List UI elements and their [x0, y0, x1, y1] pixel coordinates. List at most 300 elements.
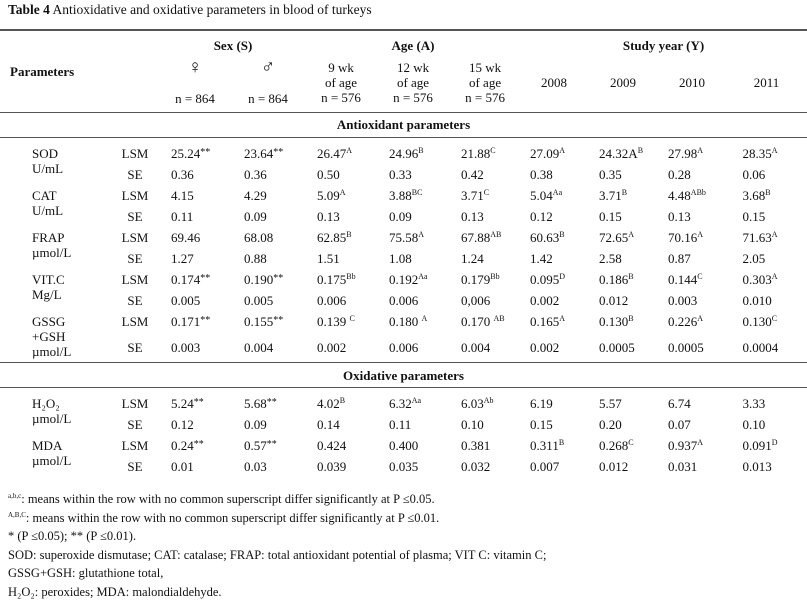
value-cell: [520, 435, 588, 456]
value: [171, 230, 219, 245]
value-cell: [726, 248, 807, 269]
value-number: 0.171: [171, 314, 201, 329]
significance-superscript: A: [339, 187, 346, 197]
value: [244, 396, 292, 411]
value-cell: [160, 393, 230, 414]
value: [317, 396, 365, 411]
value: 0.0004: [742, 339, 779, 355]
value-cell: [588, 435, 658, 456]
value-number: 27.98: [668, 145, 698, 161]
table-row: [0, 414, 807, 435]
column-header: [658, 60, 726, 112]
column-header-l2: [160, 76, 230, 91]
value-cell: [588, 414, 658, 435]
significance-superscript: **: [266, 439, 277, 450]
value-cell: [450, 456, 520, 477]
value: [530, 272, 578, 287]
value: [461, 230, 509, 245]
significance-superscript: **: [193, 397, 204, 408]
value-number: 0.937: [668, 438, 698, 453]
parameter-name-line: CAT: [32, 187, 57, 203]
value-cell: [376, 206, 450, 227]
value: 0.003: [668, 292, 698, 308]
significance-superscript: **: [273, 146, 284, 158]
value-cell: [450, 143, 520, 164]
value-cell: [160, 206, 230, 227]
significance-superscript: A: [559, 145, 566, 155]
footnotes: [8, 490, 546, 601]
value: 0.006: [389, 292, 419, 308]
value: 0.006: [317, 292, 347, 308]
value-number: 0.424: [317, 438, 347, 453]
significance-superscript: **: [200, 315, 211, 326]
value-number: 0.179: [461, 271, 491, 287]
parameter-label: [0, 185, 110, 227]
value: [743, 188, 791, 203]
value-cell: [726, 393, 807, 414]
footnote: [8, 490, 546, 509]
column-header-n: n = 576: [321, 90, 361, 105]
value-number: 3.71: [599, 187, 622, 203]
value-number: 5.68: [244, 396, 267, 411]
footnote-text: SOD: superoxide dismutase; CAT: catalase; FRAP: total antioxidant potential of plasma; VIT C: vitamin C;: [8, 547, 547, 562]
value-number: 26.47: [317, 145, 347, 161]
value-cell: [450, 269, 520, 290]
value: 0.07: [668, 417, 691, 432]
value-cell: [450, 311, 520, 333]
value-cell: [230, 164, 306, 185]
value: [461, 188, 509, 203]
value-cell: [230, 269, 306, 290]
value-cell: [450, 206, 520, 227]
value-cell: [230, 227, 306, 248]
significance-superscript: C: [490, 145, 496, 155]
column-header-l1: [588, 60, 658, 75]
value: [171, 438, 219, 453]
value: [743, 272, 791, 287]
value: [743, 230, 791, 245]
parameter-name-line: µmol/L: [32, 453, 72, 468]
parameter-label: [0, 435, 110, 477]
statistic-label: SE: [127, 250, 143, 266]
value-cell: [658, 269, 726, 290]
value: 0.0005: [599, 339, 635, 355]
value: 1.51: [317, 250, 340, 266]
value-cell: [230, 456, 306, 477]
value: [244, 230, 292, 245]
value: [244, 314, 292, 329]
value: [461, 146, 509, 161]
column-header-l2: [230, 76, 306, 91]
value-number: 0.155: [244, 314, 274, 329]
table-row: [0, 333, 807, 363]
value-cell: [588, 311, 658, 333]
value-cell: [520, 206, 588, 227]
significance-superscript: B: [621, 187, 628, 197]
year-group-header: Study year (Y): [622, 38, 705, 53]
value: 1.24: [461, 250, 484, 266]
value: [743, 314, 791, 329]
statistic-label: LSM: [121, 314, 149, 329]
value: [389, 188, 437, 203]
value-cell: [376, 185, 450, 206]
value: 0.14: [317, 417, 340, 432]
parameter-name-line: FRAP: [32, 229, 65, 245]
column-header: [726, 60, 807, 112]
value-number: 68.08: [244, 229, 274, 245]
value-number: 0.170: [461, 314, 494, 329]
value: 0.12: [171, 417, 194, 432]
value: 0.33: [389, 166, 412, 182]
value-number: 69.46: [171, 229, 201, 245]
value-cell: [306, 269, 376, 290]
significance-superscript: D: [559, 271, 566, 281]
value-cell: [230, 206, 306, 227]
footnote: [8, 546, 546, 565]
value-cell: [306, 393, 376, 414]
value-cell: [726, 456, 807, 477]
significance-superscript: B: [346, 229, 352, 239]
value-number: 0.186: [599, 271, 629, 287]
value: [530, 230, 578, 245]
value-number: 0.311: [530, 438, 559, 453]
value-cell: [726, 290, 807, 311]
value-number: 0.180: [389, 314, 422, 329]
value-cell: [450, 248, 520, 269]
value-cell: [658, 435, 726, 456]
value: 0.007: [530, 459, 560, 474]
significance-superscript: B: [637, 145, 644, 155]
parameter-label: [0, 393, 110, 435]
value: 0.88: [244, 250, 267, 266]
value-cell: [376, 248, 450, 269]
value: 0.010: [742, 292, 772, 308]
value-cell: [588, 333, 658, 363]
value-number: 6.19: [530, 396, 553, 411]
value: [743, 146, 791, 161]
value-number: 3.68: [742, 187, 766, 203]
value-number: 3.33: [742, 396, 766, 411]
value-cell: [306, 456, 376, 477]
value: [389, 272, 437, 287]
table-row: [0, 290, 807, 311]
value-cell: [588, 206, 658, 227]
column-header: [520, 60, 588, 112]
value-cell: [588, 456, 658, 477]
footnote-text: H₂O₂: peroxides; MDA: malondialdehyde.: [8, 584, 222, 599]
significance-superscript: B: [418, 145, 424, 155]
value-cell: [160, 143, 230, 164]
value-cell: [160, 456, 230, 477]
parameter-name-line: VIT.C: [32, 271, 65, 287]
significance-superscript: AB: [490, 229, 502, 239]
table-row: [0, 269, 807, 290]
column-header-l1: ♀: [187, 57, 203, 78]
significance-superscript: A: [771, 229, 778, 239]
value-cell: [520, 333, 588, 363]
value-cell: [376, 227, 450, 248]
significance-superscript: B: [339, 396, 346, 405]
significance-superscript: B: [558, 438, 565, 447]
significance-superscript: A: [346, 145, 353, 155]
parameter-name-line: GSSG: [32, 313, 66, 329]
column-header-l1: [658, 60, 726, 75]
significance-superscript: **: [273, 272, 284, 284]
value: 1.42: [530, 250, 553, 266]
value-cell: [306, 206, 376, 227]
value-cell: [160, 290, 230, 311]
value-cell: [306, 185, 376, 206]
statistic-label: SE: [127, 166, 143, 182]
value-number: 4.15: [171, 187, 194, 203]
value: [317, 146, 365, 161]
value-number: 0.190: [244, 271, 274, 287]
column-header: [376, 60, 450, 112]
table-row: [0, 185, 807, 206]
table-row: [0, 435, 807, 456]
table-row: [0, 311, 807, 333]
value: [171, 272, 219, 287]
parameter-label: [0, 143, 110, 185]
value-cell: [520, 164, 588, 185]
value-number: 0.381: [461, 438, 491, 453]
column-header-l2: 2011: [753, 75, 780, 90]
value-cell: [520, 248, 588, 269]
column-header-l2: of age: [324, 75, 358, 90]
value-cell: [376, 269, 450, 290]
value: 0.013: [742, 459, 772, 474]
value: [244, 272, 292, 287]
value-cell: [658, 206, 726, 227]
significance-superscript: **: [273, 315, 284, 326]
value: [530, 146, 578, 161]
value: 0.36: [171, 166, 194, 182]
table-caption: [8, 2, 372, 18]
significance-superscript: A: [421, 314, 428, 323]
value-cell: [658, 311, 726, 333]
value-cell: [230, 185, 306, 206]
table-row: [0, 456, 807, 477]
table-row: [0, 248, 807, 269]
parameter-name-line: MDA: [32, 438, 63, 453]
significance-superscript: Bb: [490, 271, 500, 281]
value-cell: [520, 393, 588, 414]
significance-superscript: A: [697, 145, 704, 155]
value-cell: [450, 333, 520, 363]
value: [743, 396, 791, 411]
value: 0.20: [599, 417, 622, 432]
value: [668, 438, 716, 453]
footnote-text: GSSG+GSH: glutathione total,: [8, 566, 164, 580]
value-number: 60.63: [530, 229, 560, 245]
footnote: [8, 527, 546, 546]
value-cell: [658, 290, 726, 311]
significance-superscript: **: [266, 397, 277, 408]
value-number: 70.16: [668, 229, 698, 245]
value-cell: [306, 164, 376, 185]
value-cell: [160, 414, 230, 435]
value-cell: [726, 414, 807, 435]
parameter-name-line: +GSH: [32, 328, 66, 344]
value-cell: [160, 435, 230, 456]
column-header-n: [520, 90, 588, 105]
parameter-name-line: Mg/L: [32, 286, 62, 302]
value: [244, 438, 292, 453]
value-cell: [376, 290, 450, 311]
value: [668, 230, 716, 245]
value: 0.13: [668, 208, 691, 224]
value-cell: [588, 393, 658, 414]
significance-superscript: Bb: [346, 271, 356, 281]
parameter-name-line: H₂O₂: [32, 396, 60, 411]
value-cell: [588, 185, 658, 206]
significance-superscript: **: [193, 439, 204, 450]
value: 0.006: [389, 339, 419, 355]
value-number: 0.192: [389, 271, 419, 287]
statistic-label: SE: [127, 459, 143, 474]
value: 0.15: [530, 417, 553, 432]
value-cell: [520, 143, 588, 164]
value-cell: [306, 227, 376, 248]
significance-superscript: **: [200, 272, 211, 284]
value-cell: [376, 333, 450, 363]
value-cell: [658, 227, 726, 248]
column-header-n: n = 576: [465, 90, 505, 105]
value-number: 0.165: [530, 314, 560, 329]
column-header-n: n = 864: [175, 91, 215, 106]
value: 0.0005: [668, 339, 704, 355]
value-cell: [726, 227, 807, 248]
value-cell: [588, 164, 658, 185]
value-cell: [450, 227, 520, 248]
value-cell: [726, 185, 807, 206]
value: 1.27: [171, 250, 194, 266]
value: 0.12: [530, 208, 553, 224]
value-number: 3.88: [389, 187, 412, 203]
value-cell: [520, 227, 588, 248]
value-cell: [726, 206, 807, 227]
value-cell: [230, 290, 306, 311]
value: 0.005: [171, 292, 201, 308]
value: 0.005: [244, 292, 274, 308]
value-number: 28.35: [742, 145, 772, 161]
value-cell: [160, 333, 230, 363]
significance-superscript: C: [771, 314, 778, 323]
age-group-header: Age (A): [391, 38, 435, 53]
table-row: [0, 227, 807, 248]
column-header: [160, 57, 230, 112]
value-number: 4.02: [317, 396, 340, 411]
significance-superscript: A: [697, 314, 704, 323]
value-cell: [726, 311, 807, 333]
parameter-name-line: U/mL: [32, 202, 64, 218]
footnote-superscript: a,b,c: [8, 492, 22, 500]
value-number: 0.139: [317, 314, 350, 329]
significance-superscript: A: [771, 145, 778, 155]
value-number: 0.268: [599, 438, 629, 453]
value-cell: [520, 185, 588, 206]
value-number: 25.24: [171, 145, 201, 161]
significance-superscript: Aa: [418, 271, 428, 281]
significance-superscript: A: [418, 229, 425, 239]
column-header-l1: [520, 60, 588, 75]
value: 0.10: [742, 417, 766, 432]
value-cell: [588, 248, 658, 269]
significance-superscript: Ab: [483, 396, 494, 405]
value: 0.004: [461, 339, 491, 355]
significance-superscript: ABb: [690, 187, 706, 197]
significance-superscript: B: [628, 314, 634, 323]
value-cell: [726, 269, 807, 290]
value-cell: [376, 143, 450, 164]
column-header-n: [588, 90, 658, 105]
value: 0.11: [171, 208, 194, 224]
significance-superscript: C: [349, 314, 355, 323]
value: [317, 188, 365, 203]
value: 0.50: [317, 166, 340, 182]
value-cell: [658, 393, 726, 414]
footnote-superscript: A,B,C: [8, 510, 26, 519]
value: [461, 314, 509, 329]
value: 0.36: [244, 166, 267, 182]
value: 0.13: [317, 208, 340, 224]
value: [743, 438, 791, 453]
value: 0.03: [244, 459, 267, 474]
value-number: 24.32A: [599, 145, 638, 161]
significance-superscript: A: [559, 314, 566, 323]
value-cell: [520, 456, 588, 477]
value: [244, 146, 292, 161]
value-cell: [376, 456, 450, 477]
table-number: Table 4: [8, 2, 50, 17]
value-number: 4.48: [668, 187, 691, 203]
value-number: 5.04: [530, 187, 553, 203]
value-cell: [230, 248, 306, 269]
statistic-label: LSM: [121, 396, 149, 411]
value: [668, 146, 716, 161]
value: [389, 230, 437, 245]
value-cell: [306, 248, 376, 269]
value-cell: [726, 333, 807, 363]
footnote: [8, 509, 546, 528]
column-header-n: [658, 90, 726, 105]
column-header-n: n = 576: [393, 90, 433, 105]
value-cell: [306, 435, 376, 456]
value: 0.42: [461, 166, 484, 182]
value-cell: [376, 164, 450, 185]
value-cell: [306, 143, 376, 164]
footnote-text: * (P ≤0.05); ** (P ≤0.01).: [8, 529, 137, 543]
value: [461, 272, 509, 287]
value: 0.032: [461, 459, 491, 474]
table-row: [0, 143, 807, 164]
value-cell: [588, 269, 658, 290]
statistic-label: SE: [127, 292, 143, 308]
value-cell: [160, 311, 230, 333]
column-header-l1: 12 wk: [396, 60, 430, 75]
value-cell: [658, 143, 726, 164]
value-number: 0.226: [668, 314, 698, 329]
parameter-name-line: µmol/L: [32, 244, 72, 260]
value: 0.87: [668, 250, 691, 266]
value: [171, 314, 219, 329]
value: 0.01: [171, 459, 194, 474]
column-header-l2: 2010: [679, 75, 706, 90]
value: [530, 438, 578, 453]
value-cell: [450, 393, 520, 414]
value-cell: [306, 414, 376, 435]
value: [389, 438, 437, 453]
